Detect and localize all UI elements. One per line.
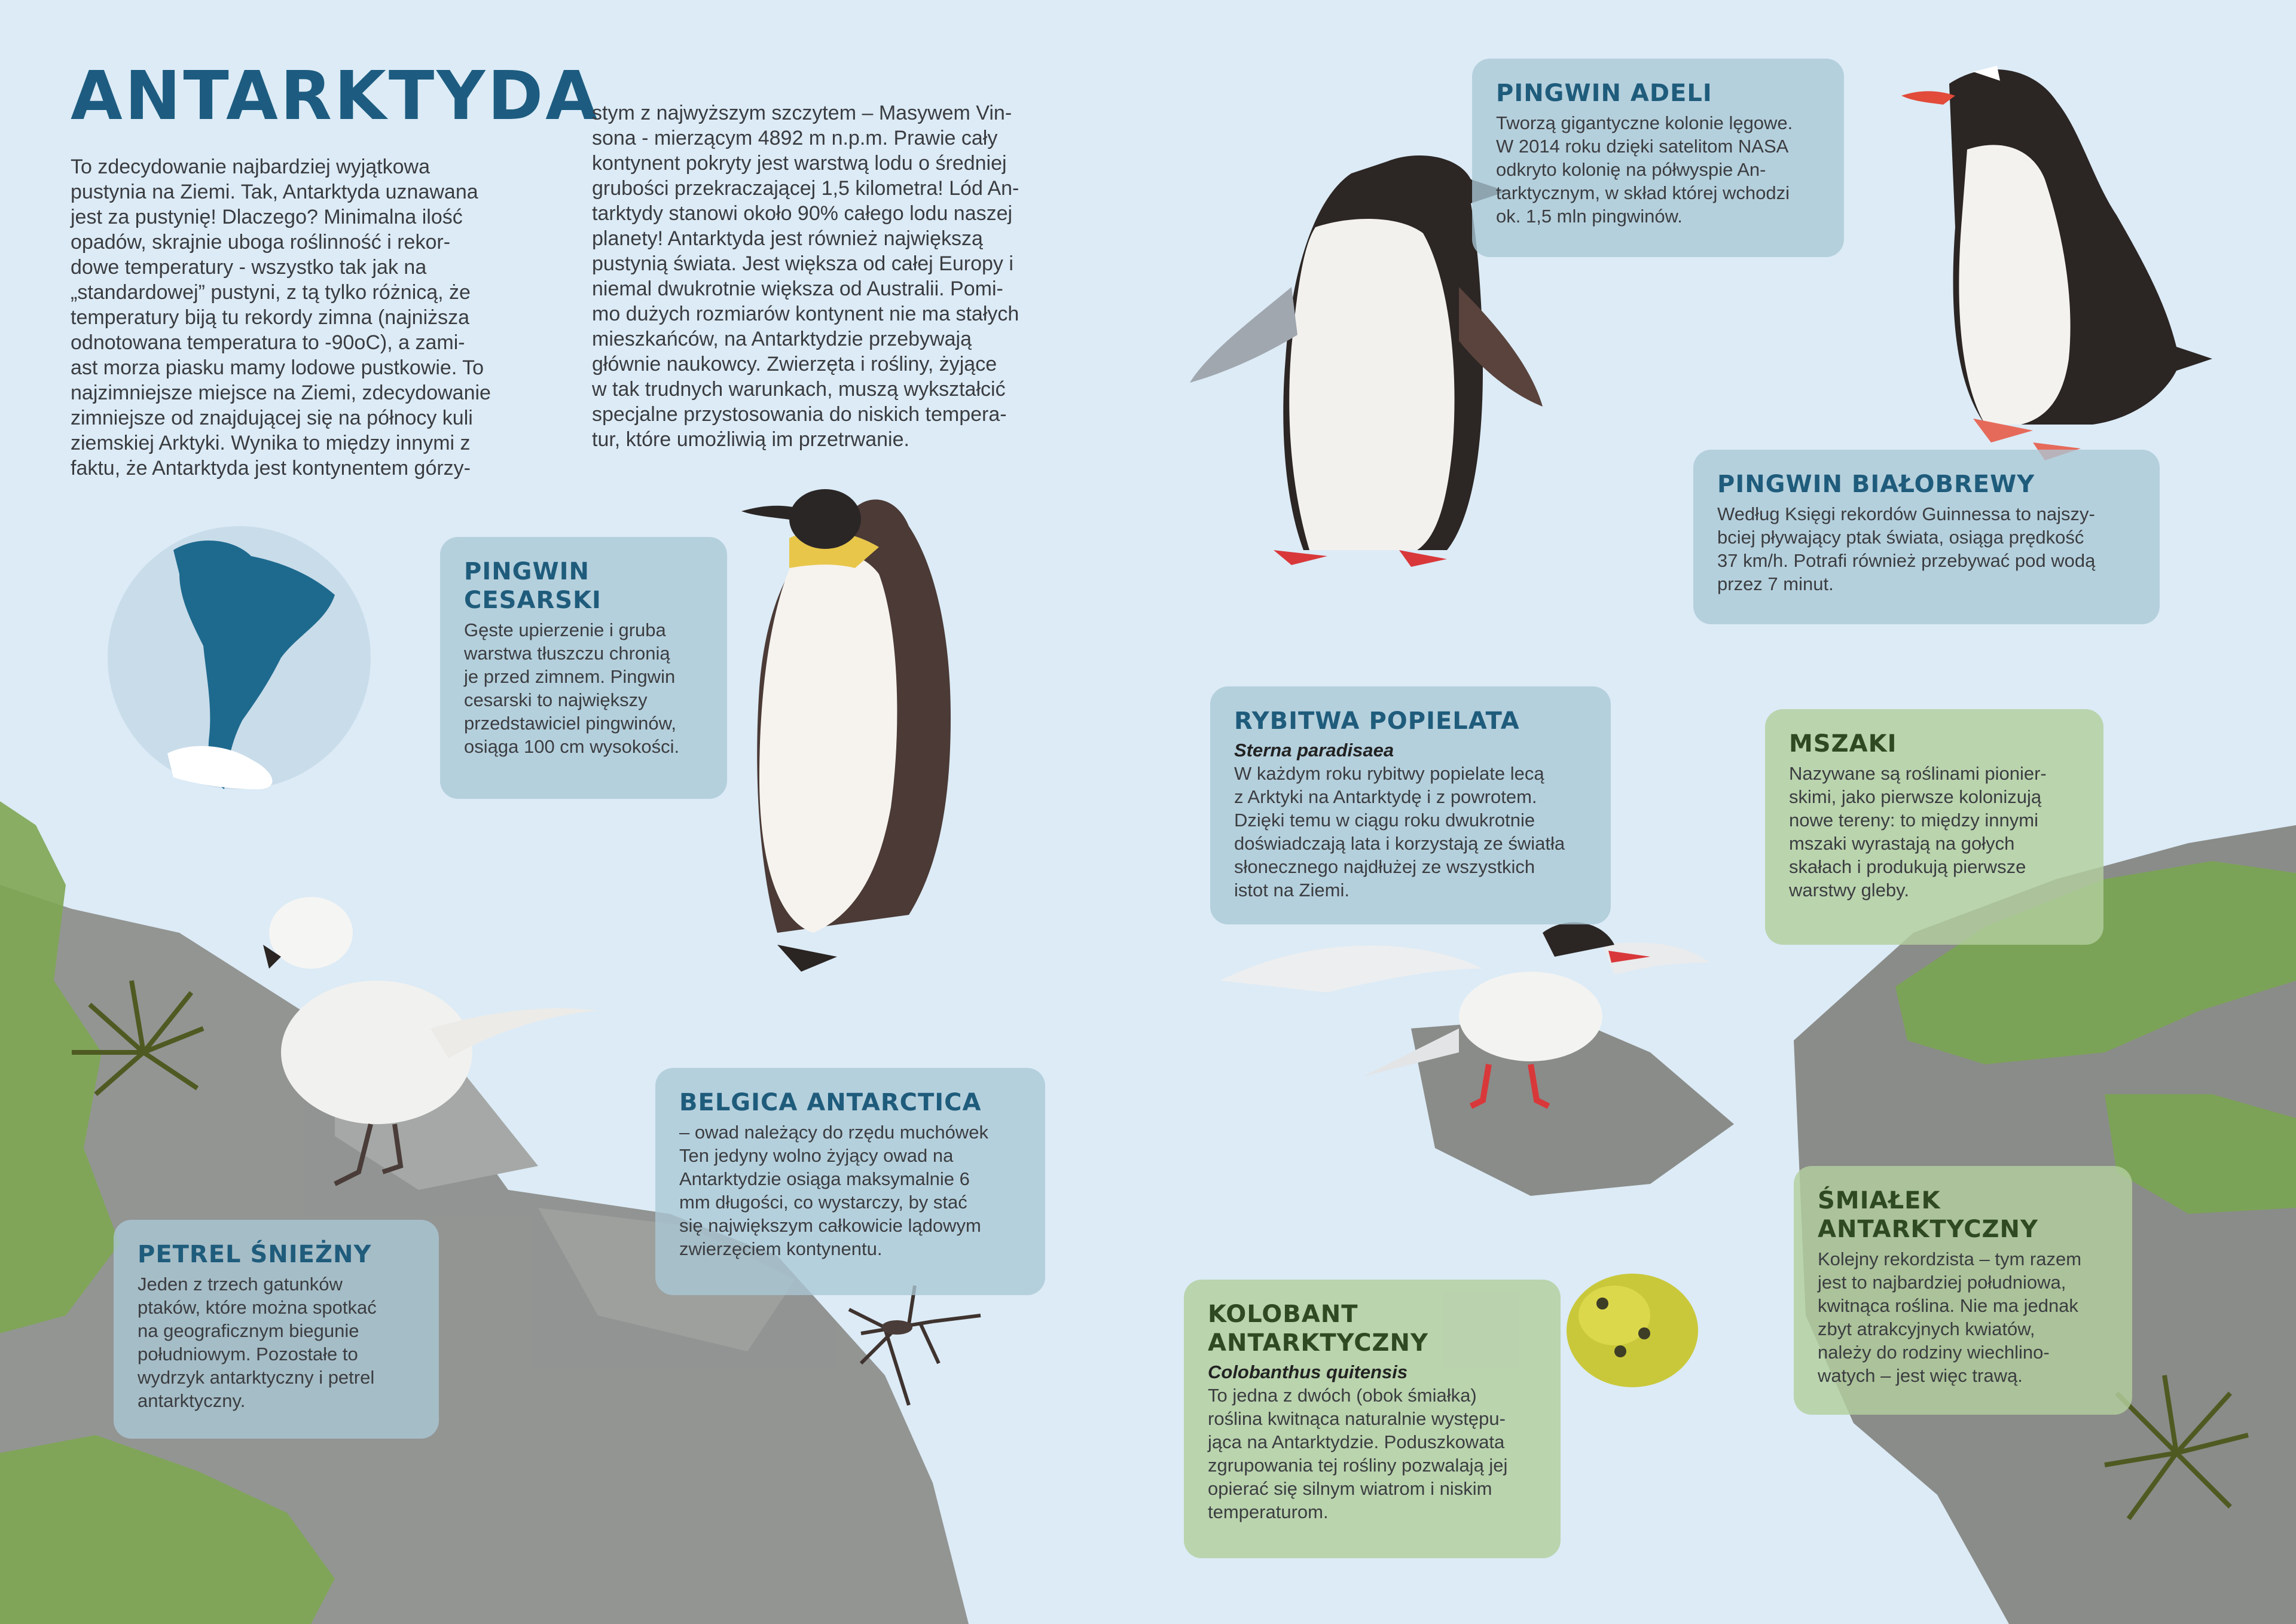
box-text: Według Księgi rekordów Guinnessa to najszy- bciej pływający ptak świata, osiąga prędkość 37 km/h. Potrafi również przebywać pod wodą przez 7 minut.	[1717, 503, 2096, 594]
info-box-belgica	[655, 1068, 1045, 1295]
box-latin-name: Sterna paradisaea	[1234, 740, 1394, 761]
box-title: PINGWIN CESARSKI	[464, 558, 602, 614]
box-title: PETREL ŚNIEŻNY	[138, 1241, 372, 1268]
box-text: Nazywane są roślinami pionier- skimi, jako pierwsze kolonizują nowe tereny: to między innymi mszaki wyrastają na gołych skałach i produkują pierwsze warstwy gleby.	[1789, 763, 2047, 900]
info-box-bialobrewy	[1693, 450, 2160, 624]
box-text: Tworzą gigantyczne kolonie lęgowe. W 2014 roku dzięki satelitom NASA odkryto kolonię na półwyspie An- tarktycznym, w skład której wchodzi ok. 1,5 mln pingwinów.	[1496, 112, 1793, 227]
intro-column-2: stym z najwyższym szczytem – Masywem Vin- sona - mierzącym 4892 m n.p.m. Prawie cały kontynent pokryty jest warstwą lodu o średniej grubości przekraczającej 1,5 kilometra! Lód An- tarktydy stanowi około 90% całego lodu naszej planety! Antarktyda jest również największą pustynią świata. Jest większa od całej Europy i niemal dwukrotnie większa od Australii. Pomi- mo dużych rozmiarów kontynent nie ma stałych mieszkańców, na Antarktydzie przebywają głównie naukowcy. Zwierzęta i rośliny, żyjące w tak trudnych warunkach, muszą wykształcić specjalne przystosowania do niskich tempera- tur, które umożliwią im przetrwanie.	[592, 102, 1019, 451]
box-title: RYBITWA POPIELATA	[1234, 707, 1520, 735]
box-title: PINGWIN ADELI	[1496, 80, 1712, 107]
box-text: Jeden z trzech gatunków ptaków, które można spotkać na geograficznym biegunie południowym. Pozostałe to wydrzyk antarktyczny i petrel antarktyczny.	[138, 1274, 377, 1411]
info-box-rybitwa	[1210, 686, 1611, 924]
intro-column-1: To zdecydowanie najbardziej wyjątkowa pustynia na Ziemi. Tak, Antarktyda uznawana jest za pustynię! Dlaczego? Minimalna ilość opadów, skrajnie uboga roślinność i rekor- dowe temperatury - wszystko tak jak na „standardowej” pustyni, z tą tylko różnicą, że temperatury biją tu rekordy zimna (najniższa odnotowana temperatura to -90oC), a zami- ast morza piasku mamy lodowe pustkowie. To najzimniejsze miejsce na Ziemi, zdecydowanie zimniejsze od znajdującej się na północy kuli ziemskiej Arktyki. Wynika to między innymi z faktu, że Antarktyda jest kontynentem górzy-	[71, 155, 491, 480]
box-text: W każdym roku rybitwy popielate lecą z Arktyki na Antarktydę i z powrotem. Dzięki temu w ciągu roku dwukrotnie doświadczają lata i korzystają ze światła słonecznego najdłużej ze wszystkich istot na Ziemi.	[1234, 763, 1565, 900]
pearlwort-cushion-icon	[1567, 1274, 1698, 1387]
info-box-adeli	[1472, 59, 1844, 257]
box-title: PINGWIN BIAŁOBREWY	[1717, 471, 2035, 498]
box-title: MSZAKI	[1789, 730, 1897, 758]
info-box-cesarski	[440, 537, 727, 799]
globe-south-america-icon	[108, 526, 371, 789]
box-title: ŚMIAŁEK ANTARKTYCZNY	[1818, 1187, 2038, 1243]
gentoo-penguin-icon	[1901, 66, 2212, 460]
box-title: KOLOBANT ANTARKTYCZNY	[1208, 1301, 1428, 1357]
info-box-smialek	[1794, 1166, 2132, 1415]
page-title: ANTARKTYDA	[71, 57, 600, 135]
box-title: BELGICA ANTARCTICA	[679, 1089, 982, 1116]
box-text: Kolejny rekordzista – tym razem jest to najbardziej południowa, kwitnąca roślina. Nie ma jednak zbyt atrakcyjnych kwiatów, należy do rodziny wiechlino- watych – jest więc trawą.	[1818, 1248, 2082, 1386]
info-box-mszaki	[1765, 709, 2103, 945]
info-box-kolobant	[1184, 1280, 1561, 1558]
box-text: To jedna z dwóch (obok śmiałka) roślina kwitnąca naturalnie występu- jąca na Antarktydzie. Poduszkowata zgrupowania tej rośliny pozwalają jej opierać się silnym wiatrom i niskim temperaturom.	[1208, 1385, 1508, 1522]
box-text: – owad należący do rzędu muchówek Ten jedyny wolno żyjący owad na Antarktydzie osiąga maksymalnie 6 mm długości, co wystarczy, by stać się największym całkowicie lądowym zwierzęciem kontynentu.	[679, 1122, 988, 1259]
info-box-petrel	[114, 1220, 439, 1439]
box-latin-name: Colobanthus quitensis	[1208, 1362, 1408, 1382]
emperor-penguin-icon	[741, 489, 951, 972]
box-text: Gęste upierzenie i gruba warstwa tłuszczu chronią je przed zimnem. Pingwin cesarski to największy przedstawiciel pingwinów, osiąga 100 cm wysokości.	[464, 619, 680, 757]
